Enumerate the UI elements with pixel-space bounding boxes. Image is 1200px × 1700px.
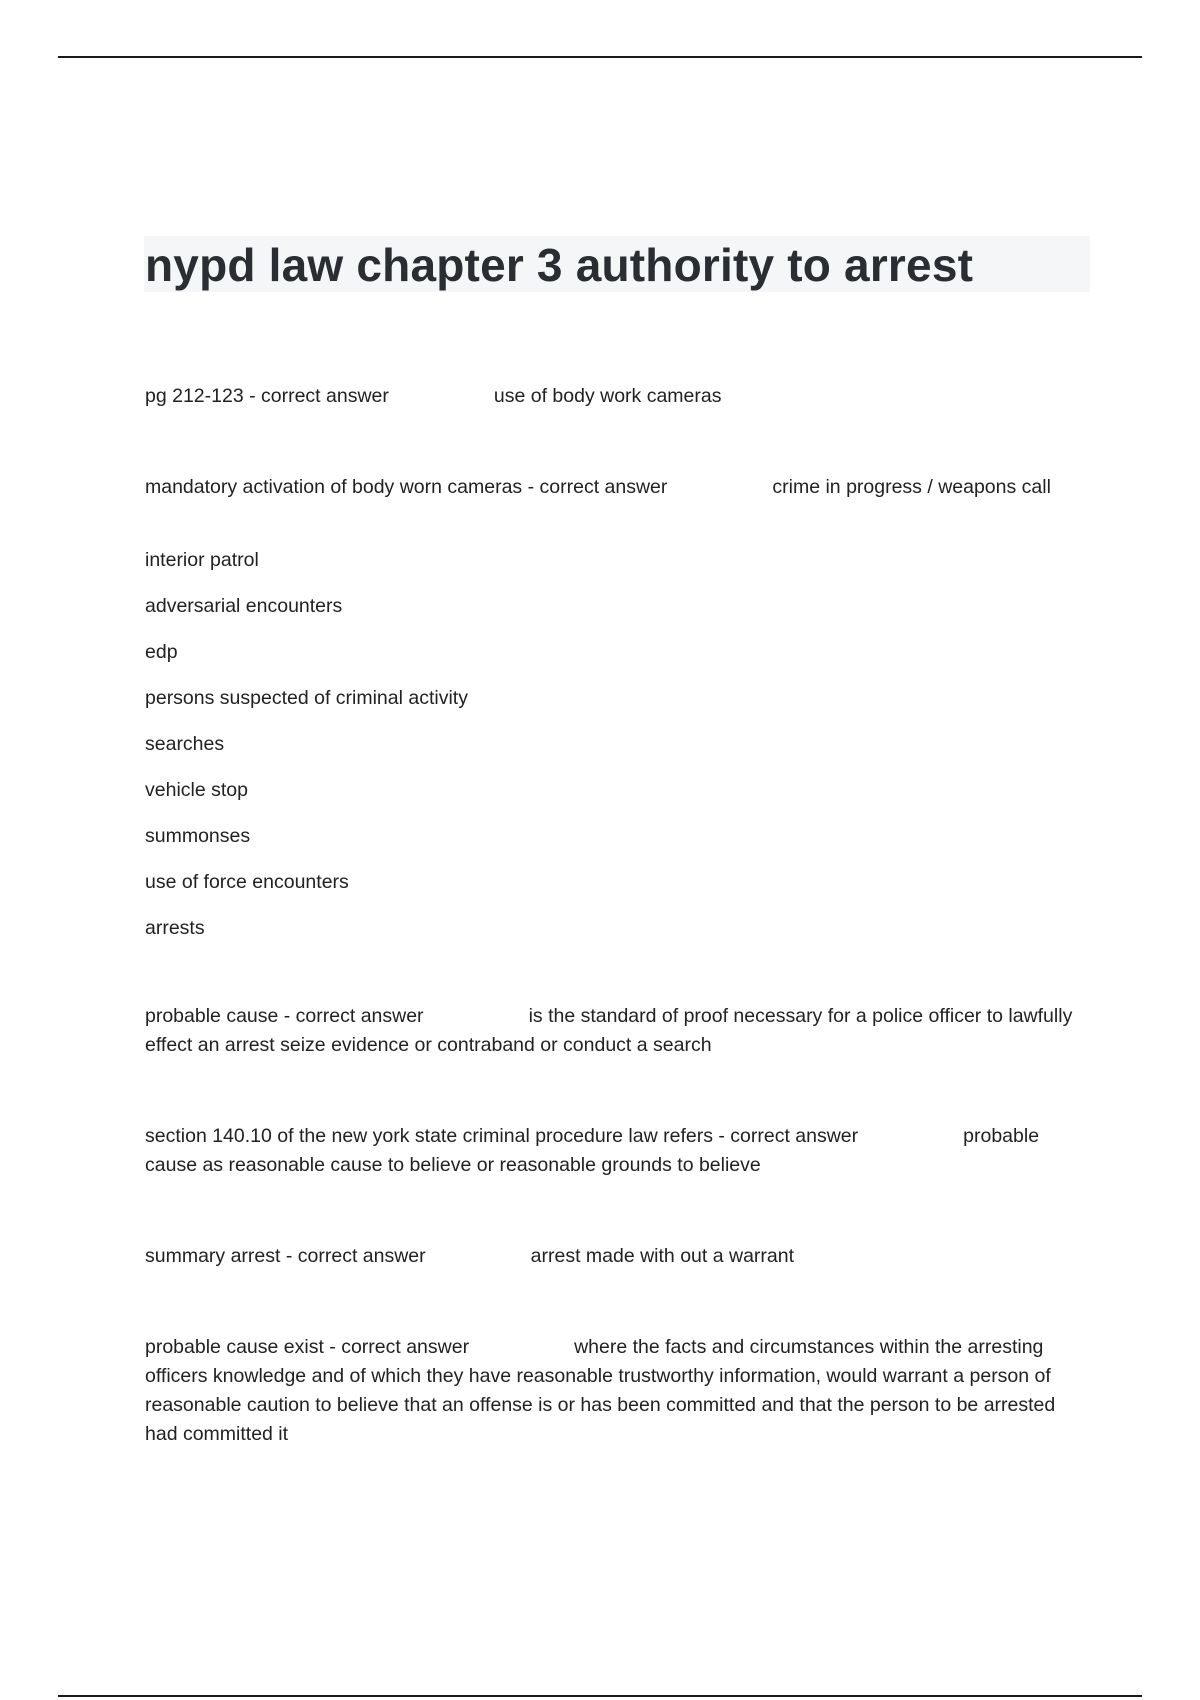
list-item: use of force encounters xyxy=(145,871,349,893)
card-question: probable cause - correct answer xyxy=(145,1005,424,1027)
card-question: summary arrest - correct answer xyxy=(145,1245,426,1267)
card-answer: probable cause as reasonable cause to believe or reasonable grounds to believe xyxy=(145,1125,1040,1176)
card-question: pg 212-123 - correct answer xyxy=(145,385,389,407)
flashcard xyxy=(145,382,1090,411)
flashcard xyxy=(145,473,1090,502)
bottom-rule xyxy=(58,1695,1142,1697)
list-item: edp xyxy=(145,641,178,663)
flashcard xyxy=(145,1242,1090,1271)
list-item: summonses xyxy=(145,825,251,847)
card-answer: use of body work cameras xyxy=(493,385,722,407)
list-item: persons suspected of criminal activity xyxy=(145,687,468,709)
list-item: vehicle stop xyxy=(145,779,248,801)
flashcard xyxy=(145,1002,1090,1060)
list-item: interior patrol xyxy=(145,549,259,571)
card-answer: arrest made with out a warrant xyxy=(530,1245,795,1267)
list-item: adversarial encounters xyxy=(145,595,343,617)
card-question: section 140.10 of the new york state criminal procedure law refers - correct answer xyxy=(145,1125,859,1147)
card-question: mandatory activation of body worn cameras - correct answer xyxy=(145,476,668,498)
list-item: searches xyxy=(145,733,225,755)
list-item: arrests xyxy=(145,917,205,939)
document-title: nypd law chapter 3 authority to arrest xyxy=(145,239,974,291)
card-answer: where the facts and circumstances within the arresting officers knowledge and of which they have reasonable trustworthy information, would warrant a person of reasonable caution to believe that an offense is or has been committed and that the person to be arrested had committed it xyxy=(145,1336,1056,1445)
top-rule xyxy=(58,56,1142,58)
card-answer: crime in progress / weapons call xyxy=(772,476,1051,498)
card-answer: is the standard of proof necessary for a police officer to lawfully effect an arrest seize evidence or contraband or conduct a search xyxy=(145,1005,1073,1056)
card-question: probable cause exist - correct answer xyxy=(145,1336,470,1358)
flashcard xyxy=(145,1122,1090,1180)
flashcard xyxy=(145,1333,1090,1449)
activation-list xyxy=(145,546,1045,960)
